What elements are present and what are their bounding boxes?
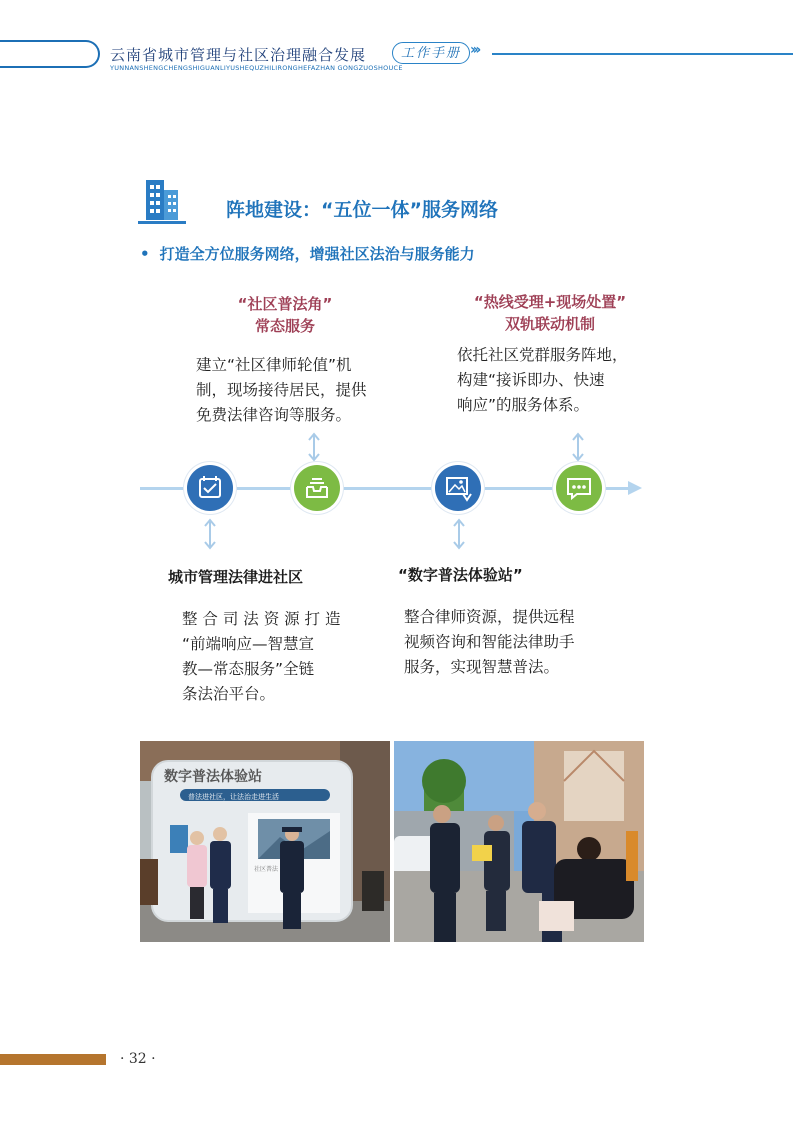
connector-down-arrow [203, 518, 217, 550]
connector-up-arrow [307, 432, 321, 462]
header-title: 云南省城市管理与社区治理融合发展 [110, 46, 367, 64]
station-banner: 普法进社区，让法治走进生活 [188, 793, 279, 801]
feature-digital-body [404, 605, 575, 680]
header-badge: 工作手册 [392, 42, 470, 64]
feature-hotline-title [440, 291, 660, 335]
feature-law-line: “前端响应—智慧宣 [182, 635, 315, 653]
section-title: 阵地建设：“五位一体”服务网络 [226, 199, 498, 221]
feature-corner-title [195, 293, 375, 337]
connector-down-arrow [452, 518, 466, 550]
feature-hotline-line: 响应”的服务体系。 [457, 396, 590, 414]
feature-hotline-line: 依托社区党群服务阵地， [457, 346, 628, 364]
feature-law-title: 城市管理法律进社区 [168, 568, 304, 586]
header-pinyin: YUNNANSHENGCHENGSHIGUANLIYUSHEQUZHILIRONGHEFAZHAN GONGZUOSHOUCE [110, 64, 403, 72]
photo-digital-station [140, 741, 390, 942]
section-subtitle [140, 243, 475, 264]
feature-digital-line: 服务，实现智慧普法。 [404, 658, 560, 676]
double-chevron-right-icon: ››› [470, 42, 479, 58]
feature-hotline-body [457, 343, 628, 418]
timeline-node-1 [187, 465, 233, 511]
kiosk-caption: 社区普法 [254, 866, 279, 873]
bullet-dot: • [140, 245, 150, 263]
inbox-tray-icon [294, 465, 340, 511]
timeline-node-2 [294, 465, 340, 511]
feature-law-line: 整 合 司 法 资 源 打 造 [182, 610, 341, 628]
feature-corner-line: 建立“社区律师轮值”机 [196, 356, 352, 374]
feature-law-line: 条法治平台。 [182, 685, 276, 703]
timeline-node-3 [435, 465, 481, 511]
feature-law-line: 教—常态服务”全链 [182, 660, 315, 678]
header-tab-shape [0, 40, 100, 68]
feature-corner-body [196, 353, 367, 428]
image-board-icon [435, 465, 481, 511]
footer-bar [0, 1054, 106, 1065]
building-icon [138, 176, 188, 226]
feature-corner-title-line1: “社区普法角” [237, 295, 333, 313]
feature-corner-line: 制，现场接待居民，提供 [196, 381, 367, 399]
feature-hotline-title-line2: 双轨联动机制 [504, 315, 595, 333]
connector-up-arrow [571, 432, 585, 462]
feature-corner-line: 免费法律咨询等服务。 [196, 406, 352, 424]
timeline-node-4 [556, 465, 602, 511]
feature-hotline-line: 构建“接诉即办、快速 [457, 371, 605, 389]
calendar-check-icon [187, 465, 233, 511]
photo-street-outreach [394, 741, 644, 942]
feature-digital-title: “数字普法体验站” [398, 566, 523, 584]
section-subtitle-text: 打造全方位服务网络，增强社区法治与服务能力 [159, 245, 475, 263]
feature-law-body [182, 607, 341, 707]
feature-digital-line: 整合律师资源，提供远程 [404, 608, 575, 626]
page-number: · 32 · [120, 1051, 156, 1067]
feature-digital-line: 视频咨询和智能法律助手 [404, 633, 575, 651]
header-divider [492, 53, 793, 55]
timeline-arrow-icon [628, 481, 642, 495]
feature-corner-title-line2: 常态服务 [254, 317, 315, 335]
chat-bubble-icon [556, 465, 602, 511]
feature-hotline-title-line1: “热线受理+现场处置” [473, 293, 627, 311]
station-sign: 数字普法体验站 [164, 769, 262, 785]
